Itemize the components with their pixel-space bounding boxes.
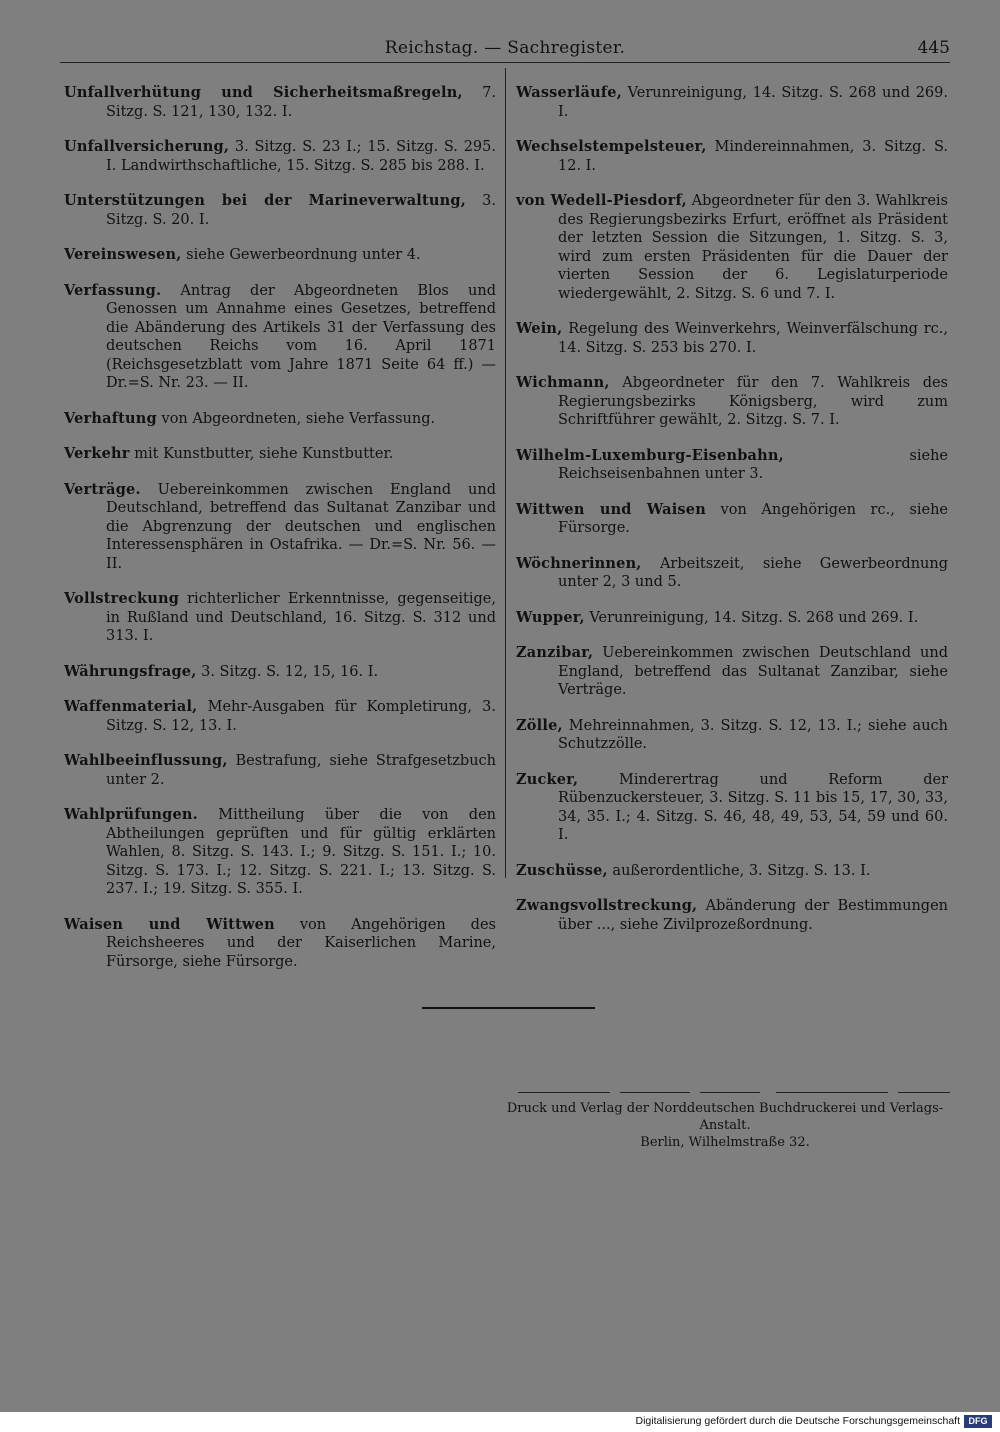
entry-heading: Verkehr [64,445,130,462]
index-entry [516,84,948,121]
entry-heading: Wupper, [516,608,585,626]
entry-text: von Angehörigen des Reichsheeres und der Kaiserlichen Marine, Fürsorge, siehe Fürsorge. [106,916,496,970]
header-rule [60,62,950,63]
entry-heading: Wein, [516,320,563,337]
entry-heading: Zölle, [516,716,563,734]
entry-text: Minderertrag und Reform der Rübenzuckersteuer, 3. Sitzg. S. 11 bis 15, 17, 30, 33, 34, 35. I.; 4. Sitzg. S. 46, 48, 49, 53, 54, 59 und 60. I. [558,771,948,843]
index-entry [516,555,948,592]
header-title: Reichstag. — Sachregister. [384,38,626,58]
entry-text: Mehreinnahmen, 3. Sitzg. S. 12, 13. I.; siehe auch Schutzzölle. [558,717,948,752]
entry-heading: Vereinswesen, [64,246,182,263]
right-column [516,84,948,951]
entry-heading: Zuschüsse, [516,861,608,879]
index-entry [64,806,496,899]
index-entry [516,320,948,357]
entry-text: außerordentliche, 3. Sitzg. S. 13. I. [607,862,871,879]
entry-text: Arbeitszeit, siehe Gewerbeordnung unter 2, 3 und 5. [558,555,948,590]
end-rule [422,1007,595,1009]
entry-heading: Wechselstempelsteuer, [516,138,707,155]
index-entry [516,771,948,845]
printer-imprint [500,1100,950,1151]
entry-text: siehe Reichseisenbahnen unter 3. [558,447,948,482]
entry-heading: Verfassung. [64,281,162,299]
page-number: 445 [917,38,950,58]
entry-text: Abänderung der Bestimmungen über ..., siehe Zivilprozeßordnung. [558,898,948,933]
index-entry [64,663,496,682]
entry-text: 3. Sitzg. S. 20. I. [106,193,496,228]
entry-text: Mindereinnahmen, 3. Sitzg. S. 12. I. [558,139,948,174]
entry-heading: Wittwen und Waisen [516,500,706,518]
running-header [60,38,950,66]
imprint-rules [518,1092,950,1096]
index-entry [516,862,948,881]
entry-heading: Waisen und Wittwen [64,915,275,933]
index-entry [64,752,496,789]
entry-text: Verunreinigung, 14. Sitzg. S. 268 und 269. I. [584,609,919,626]
imprint-line-1: Druck und Verlag der Norddeutschen Buchdruckerei und Verlags-Anstalt. [506,1101,944,1133]
entry-heading: Unfallverhütung und Sicherheitsmaßregeln, [64,84,463,101]
imprint-line-2: Berlin, Wilhelmstraße 32. [640,1135,810,1150]
index-entry [64,916,496,972]
index-entry [516,717,948,754]
dfg-logo: DFG [964,1415,992,1428]
entry-heading: Verhaftung [64,409,157,427]
entry-text: siehe Gewerbeordnung unter 4. [181,247,421,263]
index-entry [64,698,496,735]
digitization-bar [0,1412,1000,1432]
digitization-credit: Digitalisierung gefördert durch die Deutsche Forschungsgemeinschaft [635,1415,960,1427]
entry-heading: Wasserläufe, [516,84,622,101]
entry-text: Mittheilung über die von den Abtheilungen geprüften und für gültig erklärten Wahlen, 8. Sitzg. S. 143. I.; 9. Sitzg. S. 151. I.; 10. Sitzg. S. 173. I.; 12. Sitzg. S. 221. I.; 13. Sitzg. S. 237. I.; 19. Sitzg. S. 355. I. [106,807,496,897]
entry-text: 7. Sitzg. S. 121, 130, 132. I. [106,85,496,120]
column-divider [505,68,506,878]
index-entry [516,609,948,628]
index-entry [64,84,496,121]
index-entry [64,481,496,574]
index-entry [516,897,948,934]
entry-text: Abgeordneter für den 3. Wahlkreis des Regierungsbezirks Erfurt, eröffnet als Präsident der letzten Session die Sitzungen, 1. Sitzg. S. 3, wird zum ersten Präsidenten für die Dauer der vierten Session der 6. Legislaturperiode wiedergewählt, 2. Sitzg. S. 6 und 7. I. [558,193,948,302]
entry-heading: von Wedell-Piesdorf, [516,192,687,209]
left-column [64,84,496,988]
entry-heading: Wahlprüfungen. [64,806,198,823]
index-entry [516,644,948,700]
entry-heading: Wahlbeeinflussung, [64,752,228,769]
index-entry [64,246,496,265]
index-entry [64,192,496,229]
entry-heading: Waffenmaterial, [64,698,198,715]
entry-heading: Wichmann, [516,374,610,391]
entry-heading: Unfallversicherung, [64,138,230,155]
entry-text: Regelung des Weinverkehrs, Weinverfälschung rc., 14. Sitzg. S. 253 bis 270. I. [558,321,948,356]
entry-text: von Abgeordneten, siehe Verfassung. [156,410,436,427]
entry-heading: Zanzibar, [516,644,594,661]
index-entry [64,282,496,393]
entry-heading: Zwangsvollstreckung, [516,897,698,914]
index-entry [64,445,496,464]
entry-text: Abgeordneter für den 7. Wahlkreis des Regierungsbezirks Königsberg, wird zum Schriftführer gewählt, 2. Sitzg. S. 7. I. [558,375,948,428]
entry-heading: Vollstreckung [64,590,180,607]
entry-heading: Wöchnerinnen, [516,554,642,572]
index-entry [516,374,948,430]
entry-heading: Unterstützungen bei der Marineverwaltung, [64,192,466,209]
entry-text: Uebereinkommen zwischen England und Deutschland, betreffend das Sultanat Zanzibar und die Abgrenzung der deutschen und englischen Interessensphären in Ostafrika. — Dr.=S. Nr. 56. — II. [106,481,496,572]
index-entry [516,501,948,538]
entry-text: Bestrafung, siehe Strafgesetzbuch unter 2. [106,753,496,788]
index-entry [516,192,948,303]
entry-text: Uebereinkommen zwischen Deutschland und England, betreffend das Sultanat Zanzibar, siehe Verträge. [558,645,948,698]
index-entry [64,138,496,175]
entry-heading: Verträge. [64,480,141,498]
index-entry [64,410,496,429]
entry-heading: Zucker, [516,770,579,788]
entry-text: von Angehörigen rc., siehe Fürsorge. [558,501,948,536]
entry-text: 3. Sitzg. S. 12, 15, 16. I. [196,663,379,680]
entry-text: richterlicher Erkenntnisse, gegenseitige, in Rußland und Deutschland, 16. Sitzg. S. 312 und 313. I. [106,591,496,644]
entry-heading: Währungsfrage, [64,662,197,680]
index-entry [516,447,948,484]
entry-text: Antrag der Abgeordneten Blos und Genossen um Annahme eines Gesetzes, betreffend die Abänderung des Artikels 31 der Verfassung des deutschen Reichs vom 16. April 1871 (Reichsgesetzblatt vom Jahre 1871 Seite 64 ff.) — Dr.=S. Nr. 23. — II. [106,282,496,391]
index-entry [64,590,496,646]
entry-text: Verunreinigung, 14. Sitzg. S. 268 und 269. I. [558,85,948,120]
entry-heading: Wilhelm-Luxemburg-Eisenbahn, [516,446,784,464]
entry-text: 3. Sitzg. S. 23 I.; 15. Sitzg. S. 295. I. Landwirthschaftliche, 15. Sitzg. S. 285 bis 288. I. [106,139,496,174]
entry-text: mit Kunstbutter, siehe Kunstbutter. [129,446,394,462]
index-entry [516,138,948,175]
entry-text: Mehr-Ausgaben für Kompletirung, 3. Sitzg. S. 12, 13. I. [106,699,496,734]
